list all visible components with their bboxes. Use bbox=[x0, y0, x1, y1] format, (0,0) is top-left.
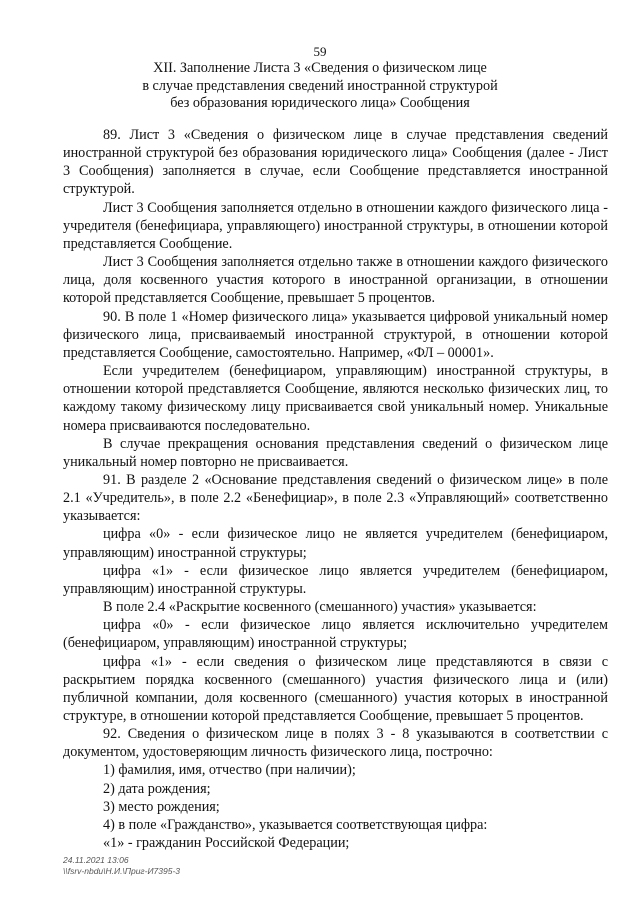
list-item: 1) фамилия, имя, отчество (при наличии); bbox=[103, 762, 356, 779]
file-footer bbox=[63, 855, 180, 876]
list-item: 2) дата рождения; bbox=[103, 780, 211, 797]
list-item: 4) в поле «Гражданство», указывается соответствующая цифра: bbox=[103, 816, 488, 833]
paragraph-92: 92. Сведения о физическом лице в полях 3 - 8 указываются в соответствии с документом, удостоверяющим личность физического лица, построчно: bbox=[63, 726, 608, 761]
paragraph: цифра «0» - если физическое лицо является исключительно учредителем (бенефициаром, управляющим) иностранной структуры; bbox=[63, 617, 608, 652]
document-body bbox=[63, 126, 608, 852]
paragraph: цифра «0» - если физическое лицо не является учредителем (бенефициаром, управляющим) иностранной структуры; bbox=[63, 526, 608, 561]
footer-file-path: \\fsrv-nbdu\Н.И.\Приг-И7395-3 bbox=[63, 865, 181, 876]
paragraph-90: 90. В поле 1 «Номер физического лица» указывается цифровой уникальный номер физического лица, присваиваемый иностранной структурой, в отношении которой представляется Сообщение, самостоятельно. Например, «ФЛ – 00001». bbox=[63, 308, 608, 361]
list-item: 3) место рождения; bbox=[103, 798, 220, 815]
paragraph: цифра «1» - если сведения о физическом лице представляются в связи с раскрытием порядка косвенного (смешанного) участия физического лица и (или) публичной компании, доля косвенного (смешанного) участия которых в иностранной структуре, в отношении которой представляется Сообщение, превышает 5 процентов. bbox=[63, 653, 608, 724]
paragraph: Лист 3 Сообщения заполняется отдельно также в отношении каждого физического лица, доля косвенного участия которого в иностранной организации, в отношении которой представляется Сообщение, превышает 5 процентов. bbox=[63, 254, 608, 307]
list-item: «1» - гражданин Российской Федерации; bbox=[103, 835, 350, 852]
page-number: 59 bbox=[313, 44, 327, 59]
heading-line: XII. Заполнение Листа 3 «Сведения о физическом лице bbox=[153, 60, 487, 76]
paragraph: В поле 2.4 «Раскрытие косвенного (смешанного) участия» указывается: bbox=[103, 599, 537, 616]
paragraph: Если учредителем (бенефициаром, управляющим) иностранной структуры, в отношении которой представляется Сообщение, являются несколько физических лиц, то каждому такому физическому лицу присваивается свой уникальный номер. Уникальные номера присваиваются последовательно. bbox=[63, 363, 608, 434]
heading-line: в случае представления сведений иностранной структурой bbox=[142, 77, 498, 94]
paragraph-91: 91. В разделе 2 «Основание представления сведений о физическом лице» в поле 2.1 «Учредитель», в поле 2.2 «Бенефициар», в поле 2.3 «Управляющий» соответственно указывается: bbox=[63, 471, 608, 525]
section-heading bbox=[90, 60, 550, 113]
heading-line: без образования юридического лица» Сообщения bbox=[170, 95, 470, 111]
paragraph: Лист 3 Сообщения заполняется отдельно в отношении каждого физического лица - учредителя (бенефициара, управляющего) иностранной структуры, в отношении которой представляется Сообщение. bbox=[63, 199, 608, 252]
paragraph-89: 89. Лист 3 «Сведения о физическом лице в случае представления сведений иностранной структурой без образования юридического лица» Сообщения (далее - Лист 3 Сообщения) заполняется в случае, если Сообщение представляется иностранной структурой. bbox=[63, 127, 608, 198]
paragraph: В случае прекращения основания представления сведений о физическом лице уникальный номер повторно не присваивается. bbox=[63, 435, 608, 470]
footer-timestamp: 24.11.2021 13:06 bbox=[63, 855, 129, 865]
paragraph: цифра «1» - если физическое лицо является учредителем (бенефициаром, управляющим) иностранной структуры. bbox=[63, 562, 608, 597]
